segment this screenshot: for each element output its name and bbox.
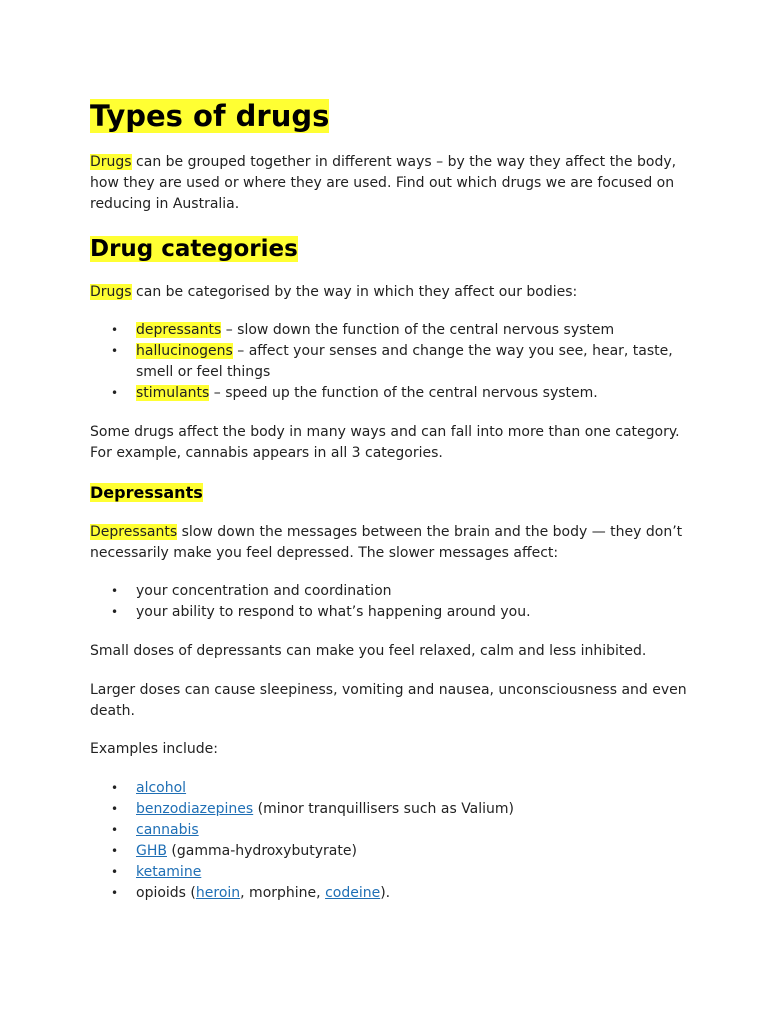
bullet-icon: •	[111, 323, 119, 337]
intro-text: can be grouped together in different ways – by the way they affect the body, how they are used or where they are used. Find out which drugs we are focused on reducing in Australia.	[90, 154, 677, 212]
intro-paragraph	[90, 152, 700, 215]
categories-lead-paragraph	[90, 282, 700, 303]
examples-label: Examples include:	[90, 741, 218, 757]
bullet-icon: •	[111, 605, 119, 619]
depressants-lead-text: slow down the messages between the brain and the body — they don’t necessarily make you feel depressed. The slower messages affect:	[90, 524, 683, 561]
heroin-link[interactable]: heroin	[195, 885, 241, 901]
list-item	[90, 841, 700, 862]
alcohol-link[interactable]: alcohol	[136, 780, 187, 796]
drug-categories-heading-text: Drug categories	[90, 236, 298, 262]
bullet-icon: •	[111, 802, 119, 816]
cannabis-link[interactable]: cannabis	[136, 822, 199, 838]
examples-list	[90, 778, 700, 904]
category-desc: – slow down the function of the central nervous system	[221, 322, 615, 338]
opioids-text-pre: opioids (	[136, 885, 196, 901]
effect-text: your concentration and coordination	[136, 583, 392, 599]
category-desc: – speed up the function of the central nervous system.	[209, 385, 598, 401]
bullet-icon: •	[111, 584, 119, 598]
drug-categories-heading	[90, 234, 298, 264]
depressants-lead-paragraph	[90, 522, 700, 564]
page-title-text: Types of drugs	[90, 99, 330, 133]
bullet-icon: •	[111, 865, 119, 879]
opioids-text-mid: , morphine,	[240, 885, 326, 901]
category-term: stimulants	[136, 385, 210, 401]
depressants-heading	[90, 482, 203, 504]
list-item	[90, 799, 700, 820]
categories-lead-highlight: Drugs	[90, 284, 132, 300]
intro-highlight: Drugs	[90, 154, 132, 170]
category-desc: – affect your senses and change the way you see, hear, taste, smell or feel things	[136, 343, 673, 380]
categories-list	[90, 320, 700, 404]
list-item	[90, 383, 700, 404]
benzodiazepines-link[interactable]: benzodiazepines	[136, 801, 254, 817]
benzodiazepines-note: (minor tranquillisers such as Valium)	[253, 801, 515, 817]
ghb-link[interactable]: GHB	[136, 843, 167, 859]
bullet-icon: •	[111, 886, 119, 900]
bullet-icon: •	[111, 844, 119, 858]
categories-note-paragraph: Some drugs affect the body in many ways and can fall into more than one category. For example, cannabis appears in all 3 categories.	[90, 424, 680, 461]
list-item	[90, 883, 700, 904]
bullet-icon: •	[111, 386, 119, 400]
list-item	[90, 778, 700, 799]
ghb-note: (gamma-hydroxybutyrate)	[166, 843, 357, 859]
codeine-link[interactable]: codeine	[325, 885, 381, 901]
list-item	[90, 341, 700, 383]
page-title	[90, 96, 329, 136]
bullet-icon: •	[111, 344, 119, 358]
list-item	[90, 820, 700, 841]
list-item	[90, 320, 700, 341]
effect-text: your ability to respond to what’s happening around you.	[136, 604, 531, 620]
category-term: hallucinogens	[136, 343, 233, 359]
list-item	[90, 862, 700, 883]
bullet-icon: •	[111, 781, 119, 795]
large-doses-paragraph: Larger doses can cause sleepiness, vomiting and nausea, unconsciousness and even death.	[90, 682, 687, 719]
opioids-text-post: ).	[380, 885, 391, 901]
categories-lead-text: can be categorised by the way in which they affect our bodies:	[131, 284, 578, 300]
list-item	[90, 581, 700, 602]
list-item	[90, 602, 700, 623]
depressants-heading-text: Depressants	[90, 483, 203, 502]
small-doses-paragraph: Small doses of depressants can make you feel relaxed, calm and less inhibited.	[90, 643, 647, 659]
category-term: depressants	[136, 322, 222, 338]
depressants-lead-highlight: Depressants	[90, 524, 178, 540]
bullet-icon: •	[111, 823, 119, 837]
ketamine-link[interactable]: ketamine	[136, 864, 202, 880]
effects-list	[90, 581, 700, 623]
